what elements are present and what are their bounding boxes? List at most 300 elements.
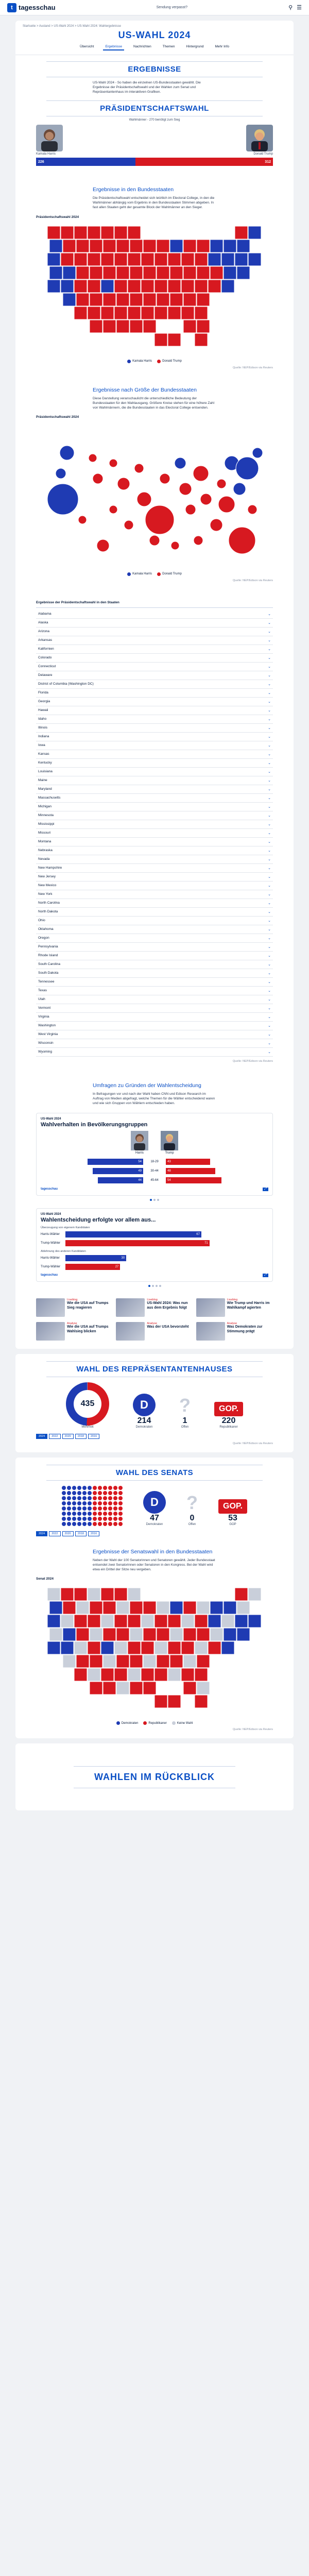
breadcrumb[interactable]: Startseite > Ausland > US-Wahl 2024 > US-Wahl 2024: Wahlergebnisse bbox=[23, 25, 121, 28]
state-tile[interactable] bbox=[154, 333, 167, 346]
state-tile[interactable] bbox=[74, 1615, 87, 1628]
state-tile[interactable] bbox=[63, 240, 76, 252]
state-tile[interactable] bbox=[154, 253, 167, 266]
state-tile[interactable] bbox=[63, 1601, 76, 1614]
state-tile[interactable] bbox=[88, 280, 100, 293]
state-row[interactable] bbox=[36, 846, 273, 855]
state-row[interactable] bbox=[36, 1030, 273, 1039]
state-tile[interactable] bbox=[74, 226, 87, 239]
state-row[interactable] bbox=[36, 689, 273, 698]
state-tile[interactable] bbox=[170, 240, 183, 252]
state-tile[interactable] bbox=[128, 1615, 141, 1628]
state-bubble[interactable] bbox=[149, 535, 160, 546]
state-tile[interactable] bbox=[61, 1641, 74, 1654]
state-row[interactable] bbox=[36, 759, 273, 768]
state-row[interactable] bbox=[36, 943, 273, 952]
state-bubble[interactable] bbox=[145, 505, 174, 534]
state-tile[interactable] bbox=[130, 1601, 143, 1614]
state-tile[interactable] bbox=[248, 1615, 261, 1628]
year-tab-2020[interactable]: 2020 bbox=[62, 1531, 74, 1536]
year-tab-2024[interactable]: 2024 bbox=[36, 1531, 47, 1536]
state-tile[interactable] bbox=[116, 293, 129, 306]
state-row[interactable] bbox=[36, 776, 273, 785]
state-tile[interactable] bbox=[103, 1601, 116, 1614]
state-tile[interactable] bbox=[128, 1668, 141, 1681]
state-tile[interactable] bbox=[130, 1628, 143, 1641]
tab-themen[interactable]: Themen bbox=[162, 45, 175, 48]
state-tile[interactable] bbox=[101, 1641, 114, 1654]
state-tile[interactable] bbox=[88, 1641, 100, 1654]
state-row[interactable] bbox=[36, 750, 273, 759]
state-tile[interactable] bbox=[221, 280, 234, 293]
teaser-item[interactable] bbox=[36, 1298, 113, 1317]
state-tile[interactable] bbox=[76, 240, 89, 252]
state-tile[interactable] bbox=[76, 1601, 89, 1614]
state-bubble[interactable] bbox=[179, 483, 192, 495]
state-tile[interactable] bbox=[61, 1615, 74, 1628]
state-tile[interactable] bbox=[116, 1682, 129, 1694]
state-tile[interactable] bbox=[154, 280, 167, 293]
state-tile[interactable] bbox=[197, 1655, 210, 1668]
state-row[interactable] bbox=[36, 934, 273, 943]
state-row[interactable] bbox=[36, 908, 273, 917]
state-row[interactable] bbox=[36, 899, 273, 908]
state-row[interactable] bbox=[36, 978, 273, 987]
state-tile[interactable] bbox=[88, 226, 100, 239]
state-tile[interactable] bbox=[154, 1695, 167, 1708]
state-tile[interactable] bbox=[47, 253, 60, 266]
state-tile[interactable] bbox=[197, 240, 210, 252]
state-tile[interactable] bbox=[114, 253, 127, 266]
state-tile[interactable] bbox=[116, 1628, 129, 1641]
state-tile[interactable] bbox=[47, 1641, 60, 1654]
state-tile[interactable] bbox=[183, 1682, 196, 1694]
state-row[interactable] bbox=[36, 1022, 273, 1030]
state-bubble[interactable] bbox=[218, 496, 235, 513]
state-tile[interactable] bbox=[143, 293, 156, 306]
state-tile[interactable] bbox=[61, 280, 74, 293]
poll-card-groups[interactable] bbox=[36, 1113, 273, 1196]
state-row[interactable] bbox=[36, 794, 273, 803]
state-tile[interactable] bbox=[170, 1655, 183, 1668]
state-tile[interactable] bbox=[168, 1668, 181, 1681]
state-bubble[interactable] bbox=[200, 494, 212, 505]
state-tile[interactable] bbox=[183, 1601, 196, 1614]
state-tile[interactable] bbox=[76, 266, 89, 279]
state-tile[interactable] bbox=[90, 1628, 102, 1641]
state-row[interactable] bbox=[36, 663, 273, 671]
state-tile[interactable] bbox=[103, 240, 116, 252]
state-row[interactable] bbox=[36, 987, 273, 995]
state-tile[interactable] bbox=[90, 293, 102, 306]
state-bubble[interactable] bbox=[109, 505, 117, 514]
state-tile[interactable] bbox=[143, 320, 156, 333]
state-tile[interactable] bbox=[101, 1588, 114, 1601]
state-row[interactable] bbox=[36, 864, 273, 873]
state-row[interactable] bbox=[36, 698, 273, 706]
state-tile[interactable] bbox=[90, 1601, 102, 1614]
state-row[interactable] bbox=[36, 741, 273, 750]
state-tile[interactable] bbox=[170, 266, 183, 279]
state-tile[interactable] bbox=[195, 1695, 208, 1708]
tagesschau-logo[interactable] bbox=[7, 3, 56, 12]
state-tile[interactable] bbox=[130, 266, 143, 279]
state-bubble[interactable] bbox=[89, 454, 97, 462]
missed-broadcast-link[interactable]: Sendung verpasst? bbox=[156, 6, 187, 9]
state-row[interactable] bbox=[36, 969, 273, 978]
state-tile[interactable] bbox=[195, 1668, 208, 1681]
state-tile[interactable] bbox=[76, 1628, 89, 1641]
state-bubble[interactable] bbox=[97, 539, 109, 552]
state-tile[interactable] bbox=[224, 1601, 236, 1614]
state-tile[interactable] bbox=[154, 1615, 167, 1628]
state-row[interactable] bbox=[36, 960, 273, 969]
state-row[interactable] bbox=[36, 733, 273, 741]
state-row[interactable] bbox=[36, 628, 273, 636]
state-bubble[interactable] bbox=[248, 505, 257, 514]
state-tile[interactable] bbox=[88, 1588, 100, 1601]
state-tile[interactable] bbox=[154, 307, 167, 319]
state-row[interactable] bbox=[36, 820, 273, 829]
state-tile[interactable] bbox=[88, 1668, 100, 1681]
state-tile[interactable] bbox=[103, 1628, 116, 1641]
state-row[interactable] bbox=[36, 925, 273, 934]
teaser-item[interactable] bbox=[36, 1322, 113, 1341]
state-tile[interactable] bbox=[74, 1641, 87, 1654]
state-tile[interactable] bbox=[195, 1615, 208, 1628]
state-tile[interactable] bbox=[235, 226, 248, 239]
state-tile[interactable] bbox=[235, 1615, 248, 1628]
tab-hintergrund[interactable]: Hintergrund bbox=[186, 45, 204, 48]
state-row[interactable] bbox=[36, 654, 273, 663]
state-bubble[interactable] bbox=[117, 478, 130, 490]
state-row[interactable] bbox=[36, 619, 273, 628]
state-tile[interactable] bbox=[143, 1628, 156, 1641]
state-row[interactable] bbox=[36, 1039, 273, 1048]
state-tile[interactable] bbox=[195, 253, 208, 266]
state-tile[interactable] bbox=[197, 1601, 210, 1614]
year-tab-2018[interactable]: 2018 bbox=[75, 1531, 87, 1536]
state-tile[interactable] bbox=[183, 240, 196, 252]
state-tile[interactable] bbox=[195, 280, 208, 293]
state-tile[interactable] bbox=[74, 253, 87, 266]
state-tile[interactable] bbox=[168, 1615, 181, 1628]
state-tile[interactable] bbox=[114, 226, 127, 239]
state-tile[interactable] bbox=[101, 1668, 114, 1681]
state-tile[interactable] bbox=[141, 307, 154, 319]
expand-icon[interactable]: ⤢ bbox=[263, 1188, 268, 1191]
state-bubble[interactable] bbox=[217, 479, 226, 488]
tab-nachrichten[interactable]: Nachrichten bbox=[133, 45, 151, 48]
state-row[interactable] bbox=[36, 890, 273, 899]
tab--bersicht[interactable]: Übersicht bbox=[80, 45, 94, 48]
year-tab-2024[interactable]: 2024 bbox=[36, 1434, 47, 1439]
menu-icon[interactable]: ☰ bbox=[297, 5, 302, 11]
state-tile[interactable] bbox=[181, 307, 194, 319]
state-tile[interactable] bbox=[101, 253, 114, 266]
state-tile[interactable] bbox=[63, 1628, 76, 1641]
state-bubble[interactable] bbox=[236, 457, 259, 480]
state-row[interactable] bbox=[36, 882, 273, 890]
state-tile[interactable] bbox=[170, 1601, 183, 1614]
state-bubble[interactable] bbox=[60, 446, 74, 460]
state-tile[interactable] bbox=[210, 240, 223, 252]
state-bubble[interactable] bbox=[193, 466, 209, 481]
state-tile[interactable] bbox=[114, 1615, 127, 1628]
state-tile[interactable] bbox=[237, 266, 250, 279]
state-tile[interactable] bbox=[74, 1668, 87, 1681]
state-tile[interactable] bbox=[170, 1628, 183, 1641]
state-tile[interactable] bbox=[237, 1601, 250, 1614]
search-icon[interactable]: ⚲ bbox=[288, 5, 293, 11]
state-tile[interactable] bbox=[128, 253, 141, 266]
state-row[interactable] bbox=[36, 715, 273, 724]
state-tile[interactable] bbox=[141, 1668, 154, 1681]
state-row[interactable] bbox=[36, 917, 273, 925]
state-row[interactable] bbox=[36, 995, 273, 1004]
state-tile[interactable] bbox=[221, 253, 234, 266]
state-tile[interactable] bbox=[181, 280, 194, 293]
state-tile[interactable] bbox=[76, 293, 89, 306]
state-row[interactable] bbox=[36, 1004, 273, 1013]
state-tile[interactable] bbox=[157, 293, 169, 306]
state-tile[interactable] bbox=[101, 280, 114, 293]
state-tile[interactable] bbox=[130, 1655, 143, 1668]
state-tile[interactable] bbox=[143, 1682, 156, 1694]
state-tile[interactable] bbox=[49, 240, 62, 252]
state-bubble[interactable] bbox=[194, 536, 203, 545]
state-row[interactable] bbox=[36, 811, 273, 820]
state-tile[interactable] bbox=[101, 226, 114, 239]
carousel-dots[interactable] bbox=[15, 1196, 294, 1204]
expand-icon[interactable]: ⤢ bbox=[263, 1274, 268, 1277]
state-bubble[interactable] bbox=[109, 459, 117, 467]
state-tile[interactable] bbox=[168, 280, 181, 293]
state-tile[interactable] bbox=[143, 266, 156, 279]
state-tile[interactable] bbox=[168, 1695, 181, 1708]
state-tile[interactable] bbox=[141, 253, 154, 266]
state-bubble[interactable] bbox=[134, 464, 144, 473]
year-tab-2016[interactable]: 2016 bbox=[88, 1531, 99, 1536]
state-tile[interactable] bbox=[208, 280, 221, 293]
state-tile[interactable] bbox=[116, 320, 129, 333]
state-row[interactable] bbox=[36, 1048, 273, 1057]
state-bubble[interactable] bbox=[210, 519, 222, 531]
state-tile[interactable] bbox=[116, 1601, 129, 1614]
state-tile[interactable] bbox=[90, 1655, 102, 1668]
teaser-item[interactable] bbox=[116, 1322, 193, 1341]
state-tile[interactable] bbox=[143, 1601, 156, 1614]
year-tab-2022[interactable]: 2022 bbox=[49, 1434, 60, 1439]
state-tile[interactable] bbox=[61, 1588, 74, 1601]
teaser-item[interactable] bbox=[196, 1322, 273, 1341]
year-tab-2022[interactable]: 2022 bbox=[49, 1531, 60, 1536]
us-map-president[interactable] bbox=[36, 222, 273, 359]
teaser-item[interactable] bbox=[116, 1298, 193, 1317]
state-tile[interactable] bbox=[103, 1655, 116, 1668]
state-tile[interactable] bbox=[103, 293, 116, 306]
state-tile[interactable] bbox=[74, 1588, 87, 1601]
state-row[interactable] bbox=[36, 671, 273, 680]
tab-mehr-info[interactable]: Mehr Info bbox=[215, 45, 229, 48]
state-row[interactable] bbox=[36, 636, 273, 645]
year-tab-2016[interactable]: 2016 bbox=[88, 1434, 99, 1439]
state-tile[interactable] bbox=[224, 240, 236, 252]
state-tile[interactable] bbox=[210, 1628, 223, 1641]
state-tile[interactable] bbox=[210, 266, 223, 279]
state-tile[interactable] bbox=[221, 1615, 234, 1628]
state-tile[interactable] bbox=[197, 1682, 210, 1694]
state-bubble[interactable] bbox=[175, 457, 186, 469]
state-tile[interactable] bbox=[114, 1588, 127, 1601]
state-tile[interactable] bbox=[154, 1641, 167, 1654]
state-tile[interactable] bbox=[208, 1615, 221, 1628]
state-bubble[interactable] bbox=[124, 520, 133, 530]
state-row[interactable] bbox=[36, 785, 273, 794]
state-tile[interactable] bbox=[63, 293, 76, 306]
state-tile[interactable] bbox=[183, 1628, 196, 1641]
state-row[interactable] bbox=[36, 952, 273, 960]
state-tile[interactable] bbox=[47, 280, 60, 293]
year-tab-2020[interactable]: 2020 bbox=[62, 1434, 74, 1439]
state-bubble[interactable] bbox=[233, 483, 246, 495]
state-tile[interactable] bbox=[116, 266, 129, 279]
state-bubble[interactable] bbox=[252, 448, 263, 458]
state-tile[interactable] bbox=[170, 293, 183, 306]
state-tile[interactable] bbox=[183, 320, 196, 333]
state-tile[interactable] bbox=[221, 1641, 234, 1654]
state-bubble[interactable] bbox=[229, 527, 255, 554]
state-row[interactable] bbox=[36, 645, 273, 654]
state-tile[interactable] bbox=[88, 307, 100, 319]
state-tile[interactable] bbox=[90, 240, 102, 252]
state-row[interactable] bbox=[36, 724, 273, 733]
state-tile[interactable] bbox=[195, 333, 208, 346]
state-bubble[interactable] bbox=[160, 473, 170, 484]
state-tile[interactable] bbox=[248, 226, 261, 239]
state-tile[interactable] bbox=[143, 240, 156, 252]
state-row[interactable] bbox=[36, 680, 273, 689]
state-tile[interactable] bbox=[183, 293, 196, 306]
state-tile[interactable] bbox=[128, 1641, 141, 1654]
state-tile[interactable] bbox=[128, 226, 141, 239]
state-tile[interactable] bbox=[197, 320, 210, 333]
poll-card-reasons[interactable] bbox=[36, 1208, 273, 1282]
tab-ergebnisse[interactable]: Ergebnisse bbox=[103, 44, 124, 50]
state-row[interactable] bbox=[36, 829, 273, 838]
state-tile[interactable] bbox=[248, 1588, 261, 1601]
state-tile[interactable] bbox=[101, 307, 114, 319]
state-tile[interactable] bbox=[103, 320, 116, 333]
bubble-map[interactable] bbox=[36, 422, 273, 571]
state-tile[interactable] bbox=[181, 1641, 194, 1654]
state-tile[interactable] bbox=[168, 253, 181, 266]
state-tile[interactable] bbox=[183, 266, 196, 279]
state-tile[interactable] bbox=[47, 226, 60, 239]
state-tile[interactable] bbox=[181, 1615, 194, 1628]
state-tile[interactable] bbox=[101, 1615, 114, 1628]
state-tile[interactable] bbox=[181, 1668, 194, 1681]
state-row[interactable] bbox=[36, 803, 273, 811]
state-tile[interactable] bbox=[128, 307, 141, 319]
state-tile[interactable] bbox=[181, 253, 194, 266]
state-tile[interactable] bbox=[237, 1628, 250, 1641]
state-tile[interactable] bbox=[141, 1615, 154, 1628]
us-map-senate[interactable] bbox=[36, 1584, 273, 1720]
state-tile[interactable] bbox=[157, 240, 169, 252]
state-tile[interactable] bbox=[88, 253, 100, 266]
teaser-item[interactable] bbox=[196, 1298, 273, 1317]
state-tile[interactable] bbox=[90, 1682, 102, 1694]
state-tile[interactable] bbox=[74, 307, 87, 319]
state-tile[interactable] bbox=[63, 1655, 76, 1668]
carousel-dots-2[interactable] bbox=[15, 1282, 294, 1290]
state-tile[interactable] bbox=[208, 253, 221, 266]
state-tile[interactable] bbox=[47, 1615, 60, 1628]
state-row[interactable] bbox=[36, 1013, 273, 1022]
state-tile[interactable] bbox=[237, 240, 250, 252]
state-tile[interactable] bbox=[168, 307, 181, 319]
state-tile[interactable] bbox=[195, 1641, 208, 1654]
state-tile[interactable] bbox=[74, 280, 87, 293]
state-tile[interactable] bbox=[49, 1601, 62, 1614]
state-tile[interactable] bbox=[114, 307, 127, 319]
state-tile[interactable] bbox=[116, 240, 129, 252]
state-row[interactable] bbox=[36, 873, 273, 882]
state-tile[interactable] bbox=[141, 280, 154, 293]
state-tile[interactable] bbox=[197, 1628, 210, 1641]
state-tile[interactable] bbox=[61, 253, 74, 266]
state-tile[interactable] bbox=[157, 1655, 169, 1668]
state-tile[interactable] bbox=[114, 1668, 127, 1681]
state-tile[interactable] bbox=[224, 266, 236, 279]
state-bubble[interactable] bbox=[56, 468, 66, 479]
state-bubble[interactable] bbox=[93, 473, 103, 484]
state-bubble[interactable] bbox=[185, 504, 196, 515]
state-tile[interactable] bbox=[130, 1682, 143, 1694]
state-tile[interactable] bbox=[168, 1641, 181, 1654]
state-tile[interactable] bbox=[76, 1655, 89, 1668]
state-tile[interactable] bbox=[168, 333, 181, 346]
state-tile[interactable] bbox=[128, 1588, 141, 1601]
state-tile[interactable] bbox=[90, 266, 102, 279]
state-row[interactable] bbox=[36, 610, 273, 619]
state-tile[interactable] bbox=[183, 1655, 196, 1668]
state-row[interactable] bbox=[36, 706, 273, 715]
state-tile[interactable] bbox=[143, 1655, 156, 1668]
state-tile[interactable] bbox=[49, 266, 62, 279]
state-tile[interactable] bbox=[210, 1601, 223, 1614]
state-tile[interactable] bbox=[157, 1628, 169, 1641]
state-tile[interactable] bbox=[130, 240, 143, 252]
state-tile[interactable] bbox=[157, 266, 169, 279]
state-tile[interactable] bbox=[248, 253, 261, 266]
state-tile[interactable] bbox=[208, 1641, 221, 1654]
state-bubble[interactable] bbox=[47, 484, 78, 515]
state-tile[interactable] bbox=[103, 1682, 116, 1694]
state-tile[interactable] bbox=[47, 1588, 60, 1601]
state-tile[interactable] bbox=[141, 1641, 154, 1654]
state-tile[interactable] bbox=[197, 293, 210, 306]
state-tile[interactable] bbox=[114, 1641, 127, 1654]
state-tile[interactable] bbox=[128, 280, 141, 293]
state-tile[interactable] bbox=[63, 266, 76, 279]
state-row[interactable] bbox=[36, 855, 273, 864]
year-tab-2018[interactable]: 2018 bbox=[75, 1434, 87, 1439]
state-tile[interactable] bbox=[224, 1628, 236, 1641]
state-row[interactable] bbox=[36, 768, 273, 776]
state-tile[interactable] bbox=[195, 307, 208, 319]
